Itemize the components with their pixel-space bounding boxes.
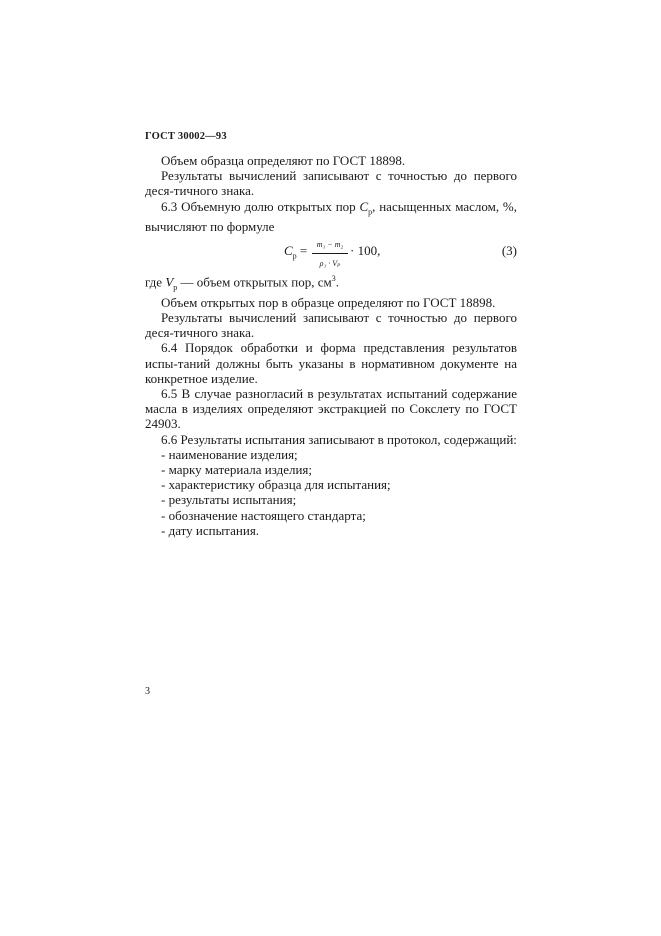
- list-item: - марку материала изделия;: [161, 461, 313, 477]
- formula-3: [145, 237, 517, 271]
- formula-lhs: $C_p$ =: [284, 242, 308, 261]
- paragraph-6-4: 6.4 Порядок обработки и форма представления результатов испы-таний должны быть указаны в нормативном документе на конкретное изделие.: [145, 340, 517, 386]
- paragraph-6-5: 6.5 В случае разногласий в результатах испытаний содержание масла в изделиях определяют экстракцией по Сокслету по ГОСТ 24903.: [145, 385, 517, 432]
- paragraph-sample-volume: Объем образца определяют по ГОСТ 18898.: [161, 153, 406, 168]
- paragraph-6-6: 6.6 Результаты испытания записывают в протокол, содержащий:: [161, 431, 517, 447]
- list-item: - характеристику образца для испытания;: [161, 477, 391, 493]
- formula-numerator: m₁ − m₂: [312, 237, 348, 254]
- document-code-header: ГОСТ 30002—93: [145, 131, 227, 142]
- paragraph-where-vp: где $V_p$ — объем открытых пор, $см^3$.: [145, 273, 339, 292]
- formula-tail: · 100,: [350, 242, 381, 258]
- formula-denominator: ρ₁ · Vₚ: [319, 258, 341, 268]
- formula-number: (3): [501, 242, 517, 258]
- page-number: 3: [145, 686, 150, 697]
- list-item: - наименование изделия;: [161, 446, 298, 462]
- paragraph-precision-2: Результаты вычислений записывают с точностью до первого деся-тичного знака.: [145, 309, 517, 341]
- paragraph-precision-1: Результаты вычислений записывают с точностью до первого деся-тичного знака.: [145, 168, 517, 199]
- symbol-cp: C: [359, 198, 369, 214]
- list-item: - обозначение настоящего стандарта;: [161, 507, 366, 523]
- paragraph-open-pores-volume: Объем открытых пор в образце определяют по ГОСТ 18898.: [161, 294, 496, 310]
- list-item: - результаты испытания;: [161, 492, 297, 508]
- paragraph-6-3: 6.3 Объемную долю открытых пор $C_p$, насыщенных маслом, %, вычисляют по формуле: [145, 198, 517, 235]
- formula-fraction: [312, 237, 348, 271]
- document-body: [145, 153, 517, 538]
- list-item: - дату испытания.: [161, 522, 260, 538]
